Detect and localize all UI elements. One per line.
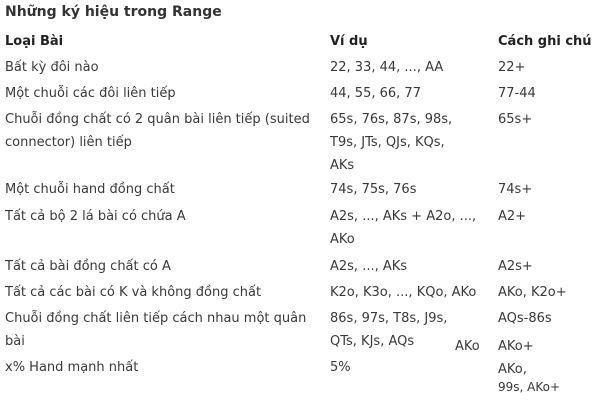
row-type: Bất kỳ đôi nào [5,60,99,75]
row-example-line1: A2s, ..., AKs + A2o, ..., [330,209,477,224]
row-example-line2: AKo [330,232,355,247]
row-example: 22, 33, 44, ..., AA [330,60,444,75]
row-notation: 77-44 [498,86,536,101]
row-notation-line2: AKo+ [498,339,534,354]
row-notation: 65s+ [498,112,533,127]
row-example-line2: T9s, JTs, QJs, KQs, [330,135,445,150]
page-title: Những ký hiệu trong Range [5,4,222,20]
row-notation: 74s+ [498,182,533,197]
row-example-line2: QTs, KJs, AQs [330,334,415,349]
row-notation: AKo, K2o+ [498,285,567,300]
header-vi-du: Ví dụ [330,34,368,49]
row-notation: 22+ [498,60,526,75]
row-example: 44, 55, 66, 77 [330,86,421,101]
row-notation: A2+ [498,209,527,224]
row-notation-line1: AKo, [498,362,527,377]
header-loai-bai: Loại Bài [5,34,64,49]
row-type: Một chuỗi các đôi liên tiếp [5,86,176,101]
row-example: A2s, ..., AKs [330,259,408,274]
row-type-line1: Chuỗi đồng chất có 2 quân bài liên tiếp (suited [5,112,310,127]
row-type: Một chuỗi hand đồng chất [5,182,175,197]
row-example-line1: 86s, 97s, T8s, J9s, [330,311,448,326]
row-notation: A2s+ [498,259,533,274]
row-type: Tất cả bộ 2 lá bài có chứa A [5,209,186,224]
row-example: K2o, K3o, ..., KQo, AKo [330,285,477,300]
row-example: 5% [330,360,351,375]
row-notation-line1: AQs-86s [498,311,552,326]
header-cach-ghi-chu: Cách ghi chú [498,34,592,49]
row-example-line3: AKs [330,158,355,173]
row-example-extra: AKo [455,339,480,354]
row-notation-line2: 99s, AKo+ [498,380,561,394]
row-type: x% Hand mạnh nhất [5,360,139,375]
row-type-line2: bài [5,334,25,349]
row-example: 74s, 75s, 76s [330,182,417,197]
row-type-line2: connector) liên tiếp [5,135,132,150]
row-type: Tất cả các bài có K và không đồng chất [5,285,262,300]
row-example-line1: 65s, 76s, 87s, 98s, [330,112,453,127]
row-type-line1: Chuỗi đồng chất liên tiếp cách nhau một quân [5,311,307,326]
row-type: Tất cả bài đồng chất có A [5,259,171,274]
